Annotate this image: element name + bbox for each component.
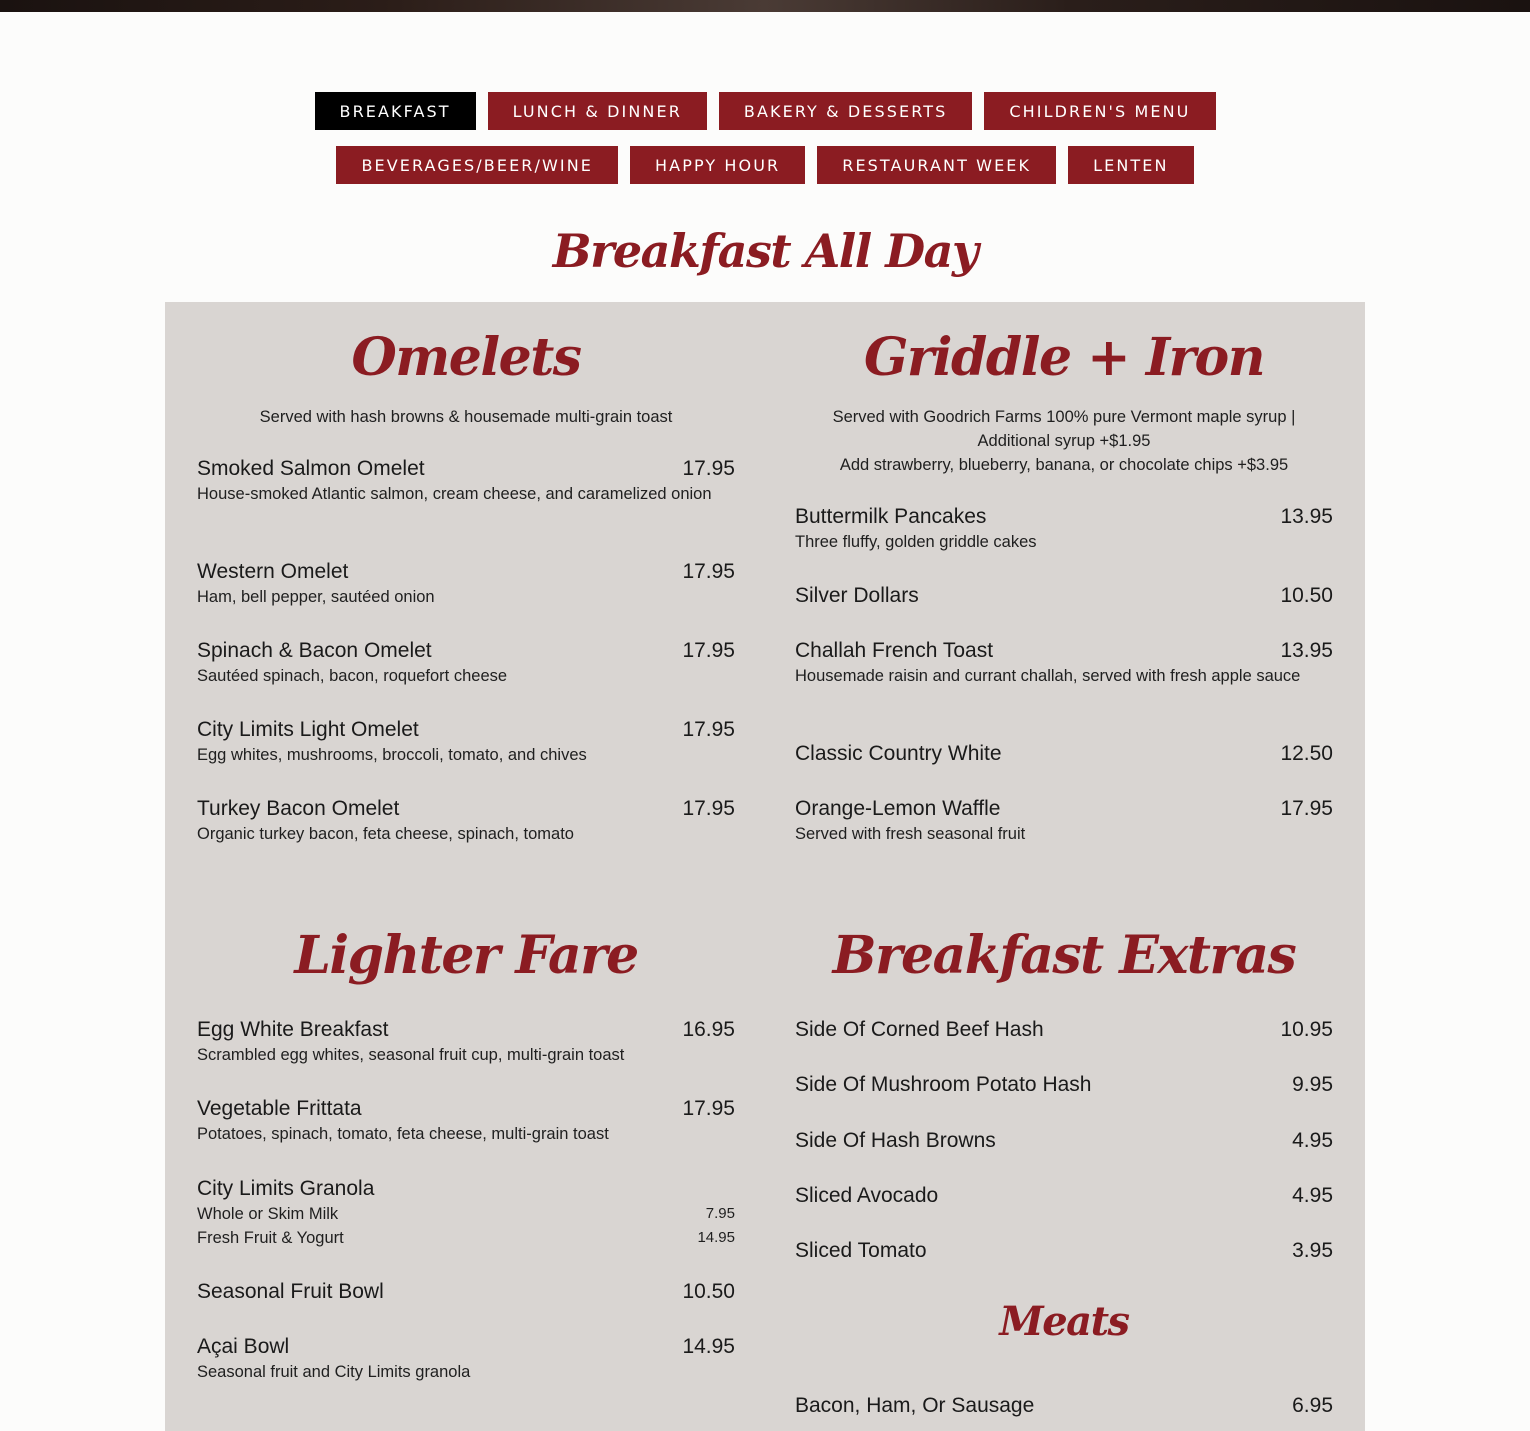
item-description: Scrambled egg whites, seasonal fruit cup, multi-grain toast — [197, 1046, 625, 1064]
item-price: 17.95 — [682, 457, 735, 480]
item-price: 10.95 — [1280, 1018, 1333, 1041]
item-description: Organic turkey bacon, feta cheese, spinach, tomato — [197, 825, 574, 843]
menu-item — [197, 1096, 735, 1146]
item-description: Housemade raisin and currant challah, served with fresh apple sauce — [795, 667, 1301, 685]
menu-item — [197, 1279, 735, 1305]
item-name: Western Omelet — [197, 560, 349, 583]
item-price: 13.95 — [1280, 639, 1333, 662]
tab-lunch-dinner[interactable]: LUNCH & DINNER — [488, 92, 707, 130]
item-name: Seasonal Fruit Bowl — [197, 1280, 384, 1303]
item-name: Vegetable Frittata — [197, 1097, 362, 1120]
item-price: 3.95 — [1292, 1239, 1333, 1262]
item-description: Three fluffy, golden griddle cakes — [795, 533, 1037, 551]
menu-item — [197, 1176, 735, 1250]
menu-tabs-row-2 — [0, 146, 1530, 184]
option-price: 14.95 — [697, 1229, 735, 1246]
section-title-omelets: Omelets — [351, 327, 581, 388]
item-option — [197, 1226, 735, 1250]
item-price: 17.95 — [682, 1097, 735, 1120]
item-name: Challah French Toast — [795, 639, 994, 662]
item-price: 4.95 — [1292, 1129, 1333, 1152]
item-description: Ham, bell pepper, sautéed onion — [197, 588, 435, 606]
menu-item — [197, 717, 735, 767]
menu-item — [795, 504, 1333, 554]
item-name: Orange-Lemon Waffle — [795, 797, 1001, 820]
section-title-breakfast-extras: Breakfast Extras — [832, 925, 1296, 986]
tab-happy-hour[interactable]: HAPPY HOUR — [630, 146, 805, 184]
menu-item — [795, 1128, 1333, 1154]
menu-item — [197, 1334, 735, 1384]
tab-bakery-desserts[interactable]: BAKERY & DESSERTS — [719, 92, 972, 130]
menu-item — [197, 559, 735, 609]
item-name: Smoked Salmon Omelet — [197, 457, 425, 480]
item-name: Side Of Corned Beef Hash — [795, 1018, 1044, 1041]
option-label: Fresh Fruit & Yogurt — [197, 1229, 344, 1247]
item-price: 13.95 — [1280, 505, 1333, 528]
item-price: 17.95 — [682, 560, 735, 583]
section-note-griddle-addons: Add strawberry, blueberry, banana, or chocolate chips +$3.95 — [839, 456, 1289, 474]
menu-panel — [165, 302, 1365, 1431]
menu-item — [197, 638, 735, 688]
item-name: Açai Bowl — [197, 1335, 290, 1358]
item-price: 17.95 — [682, 797, 735, 820]
item-price: 10.50 — [1280, 584, 1333, 607]
menu-item — [197, 456, 735, 506]
menu-item — [795, 741, 1333, 767]
menu-tabs-row-1 — [0, 92, 1530, 130]
item-description: Sautéed spinach, bacon, roquefort cheese — [197, 667, 508, 685]
menu-item — [795, 583, 1333, 609]
item-price: 17.95 — [682, 718, 735, 741]
item-description: Seasonal fruit and City Limits granola — [197, 1363, 471, 1381]
item-price: 14.95 — [682, 1335, 735, 1358]
item-price: 10.50 — [682, 1280, 735, 1303]
item-description: Potatoes, spinach, tomato, feta cheese, multi-grain toast — [197, 1125, 609, 1143]
hero-image-strip — [0, 0, 1530, 12]
item-name: Classic Country White — [795, 742, 1002, 765]
item-name: Bacon, Ham, Or Sausage — [795, 1394, 1035, 1417]
item-name: Sliced Avocado — [795, 1184, 939, 1207]
item-name: Side Of Hash Browns — [795, 1129, 996, 1152]
item-price: 17.95 — [682, 639, 735, 662]
option-price: 7.95 — [705, 1205, 735, 1222]
tab-lenten[interactable]: LENTEN — [1068, 146, 1193, 184]
item-price: 9.95 — [1292, 1073, 1333, 1096]
menu-item — [795, 1017, 1333, 1043]
item-name: City Limits Light Omelet — [197, 718, 419, 741]
item-price: 16.95 — [682, 1018, 735, 1041]
item-name: Spinach & Bacon Omelet — [197, 639, 432, 662]
section-title-lighter-fare: Lighter Fare — [294, 925, 638, 986]
item-description: Egg whites, mushrooms, broccoli, tomato, and chives — [197, 746, 587, 764]
tab-breakfast[interactable]: BREAKFAST — [315, 92, 476, 130]
item-name: Buttermilk Pancakes — [795, 505, 987, 528]
item-price: 17.95 — [1280, 797, 1333, 820]
item-description: Served with fresh seasonal fruit — [795, 825, 1026, 843]
section-note-griddle-syrup: Served with Goodrich Farms 100% pure Vermont maple syrup | Additional syrup +$1.95 — [832, 408, 1296, 450]
menu-item — [795, 638, 1333, 688]
item-name: Turkey Bacon Omelet — [197, 797, 400, 820]
section-note-omelets: Served with hash browns & housemade multi-grain toast — [259, 408, 673, 426]
menu-item — [795, 1183, 1333, 1209]
menu-item — [197, 1017, 735, 1067]
option-label: Whole or Skim Milk — [197, 1205, 339, 1223]
item-option — [197, 1202, 735, 1226]
item-name: Egg White Breakfast — [197, 1018, 389, 1041]
section-title-meats: Meats — [999, 1298, 1129, 1345]
menu-item — [795, 1393, 1333, 1419]
menu-item — [795, 796, 1333, 846]
item-name: Silver Dollars — [795, 584, 919, 607]
item-name: Side Of Mushroom Potato Hash — [795, 1073, 1092, 1096]
menu-item — [197, 796, 735, 846]
item-price: 4.95 — [1292, 1184, 1333, 1207]
page-title: Breakfast All Day — [552, 224, 978, 278]
item-name: City Limits Granola — [197, 1177, 375, 1200]
tab-childrens-menu[interactable]: CHILDREN'S MENU — [984, 92, 1215, 130]
tab-restaurant-week[interactable]: RESTAURANT WEEK — [817, 146, 1056, 184]
item-price: 12.50 — [1280, 742, 1333, 765]
item-name: Sliced Tomato — [795, 1239, 927, 1262]
item-description: House-smoked Atlantic salmon, cream cheese, and caramelized onion — [197, 485, 712, 503]
item-price: 6.95 — [1292, 1394, 1333, 1417]
tab-beverages[interactable]: BEVERAGES/BEER/WINE — [336, 146, 618, 184]
menu-item — [795, 1238, 1333, 1264]
menu-item — [795, 1072, 1333, 1098]
section-title-griddle-iron: Griddle + Iron — [863, 327, 1265, 388]
